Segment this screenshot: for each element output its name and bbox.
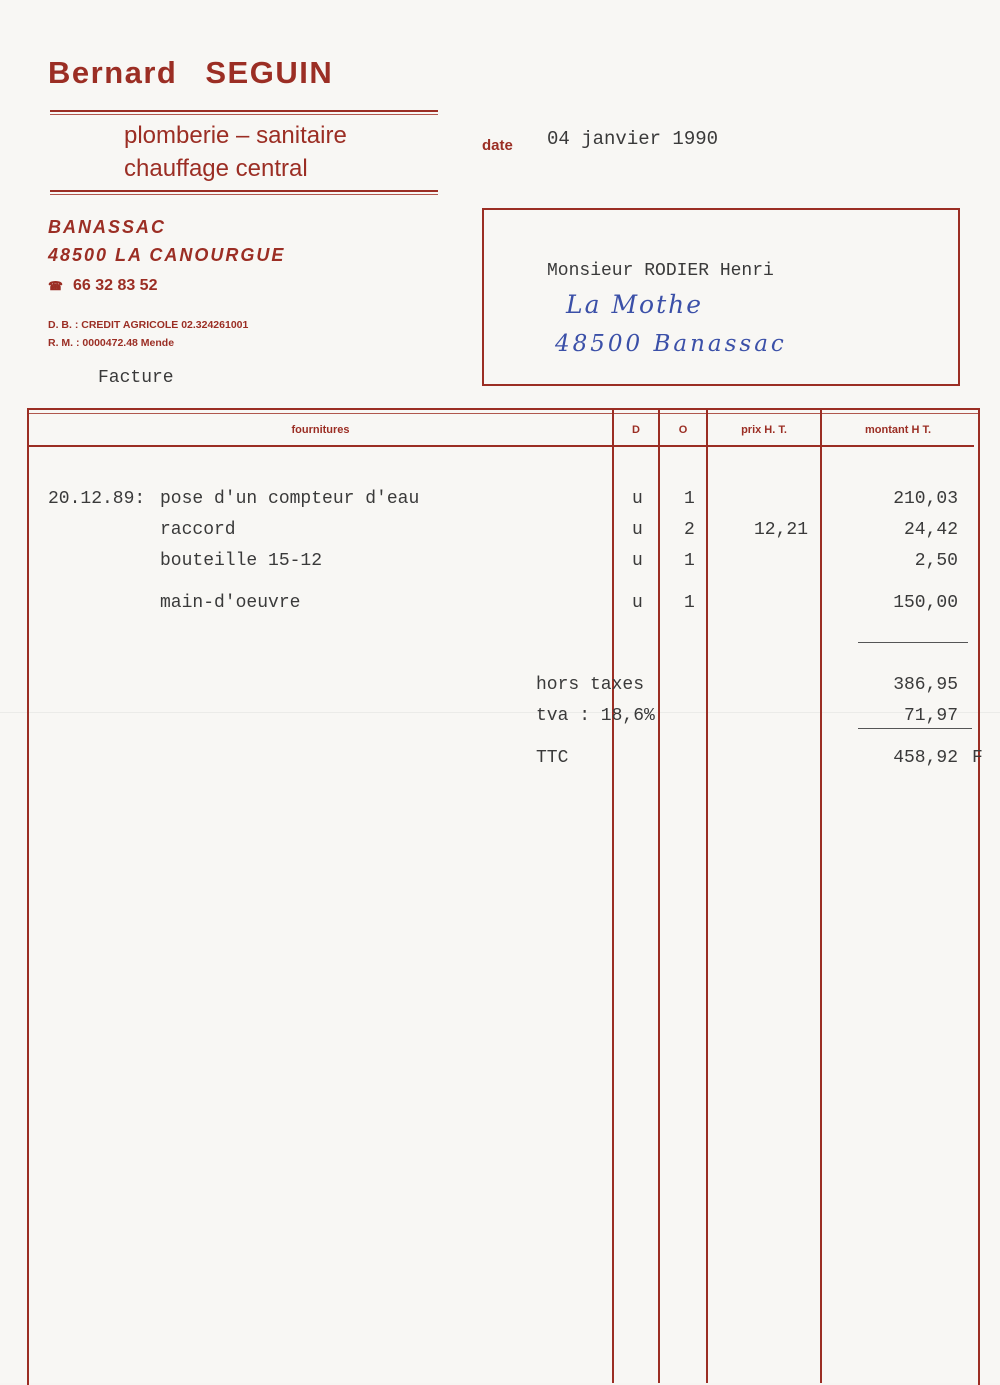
row-unit: u <box>632 520 643 540</box>
row-date: 20.12.89: <box>48 489 146 509</box>
row-amount: 2,50 <box>914 551 958 571</box>
recipient-name: Monsieur RODIER Henri <box>547 261 774 281</box>
column-divider <box>706 410 708 1383</box>
row-amount: 210,03 <box>893 489 958 509</box>
company-last-name: SEGUIN <box>205 55 334 90</box>
trade-line-2: chauffage central <box>124 155 308 182</box>
column-divider <box>820 410 822 1383</box>
address-line-2: 48500 LA CANOURGUE <box>48 245 286 265</box>
header-montant: montant H T. <box>865 424 931 436</box>
company-first-name: Bernard <box>48 55 178 90</box>
total-ht-value: 386,95 <box>893 675 958 695</box>
bank-info: D. B. : CREDIT AGRICOLE 02.324261001 <box>48 319 249 331</box>
column-divider <box>612 410 614 1383</box>
header-d: D <box>632 424 640 436</box>
ttc-label: TTC <box>536 748 569 768</box>
address-line-1: BANASSAC <box>48 217 167 237</box>
row-quantity: 1 <box>684 593 695 613</box>
row-quantity: 2 <box>684 520 695 540</box>
rm-info: R. M. : 0000472.48 Mende <box>48 337 175 349</box>
total-ht-label: hors taxes <box>536 675 645 695</box>
letterhead-rule-bottom <box>50 190 438 192</box>
header-fournitures: fournitures <box>291 424 350 436</box>
row-quantity: 1 <box>684 489 695 509</box>
date-label: date <box>482 137 513 154</box>
row-unit: u <box>632 593 643 613</box>
row-description: raccord <box>160 520 236 540</box>
document-type: Facture <box>98 368 174 388</box>
row-quantity: 1 <box>684 551 695 571</box>
tva-rule <box>858 728 972 729</box>
row-amount: 24,42 <box>903 520 958 540</box>
header-separator <box>29 445 974 447</box>
header-prix: prix H. T. <box>741 424 787 436</box>
tva-label: tva : 18,6% <box>536 706 655 726</box>
row-description: bouteille 15-12 <box>160 551 323 571</box>
subtotal-rule <box>858 642 968 643</box>
row-description: pose d'un compteur d'eau <box>160 489 420 509</box>
recipient-handwritten-line-2: 48500 Banassac <box>555 331 787 357</box>
recipient-box <box>482 208 960 386</box>
tva-value: 71,97 <box>903 706 958 726</box>
phone-number <box>48 277 157 295</box>
ttc-value: 458,92 <box>893 748 958 768</box>
header-o: O <box>678 424 688 436</box>
recipient-handwritten-line-1: La Mothe <box>566 290 704 319</box>
column-divider <box>658 410 660 1383</box>
row-unit: u <box>632 489 643 509</box>
row-amount: 150,00 <box>893 593 958 613</box>
date-value: 04 janvier 1990 <box>547 128 719 150</box>
row-description: main-d'oeuvre <box>160 593 301 613</box>
currency-mark: F <box>972 748 983 768</box>
trade-line-1: plomberie – sanitaire <box>124 122 347 149</box>
row-unit: u <box>632 551 643 571</box>
letterhead-rule-top <box>50 110 438 112</box>
company-name <box>48 55 333 91</box>
phone-icon: ☎ <box>48 279 63 293</box>
phone-value: 66 32 83 52 <box>72 277 158 294</box>
row-unit-price: 12,21 <box>753 520 808 540</box>
